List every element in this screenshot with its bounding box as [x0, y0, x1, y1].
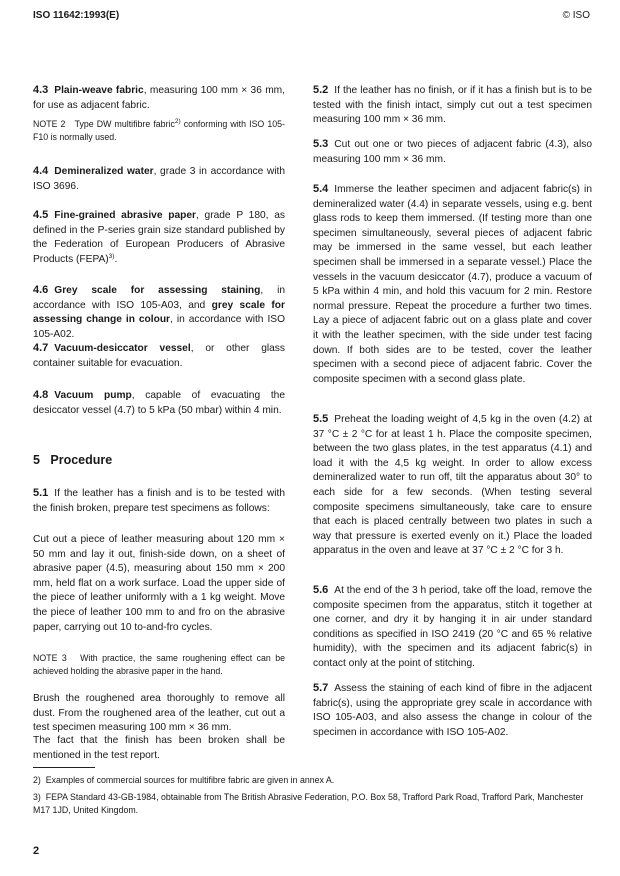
clause-text: , measuring 100 mm × 36 mm, for use as adjacent fabric. [33, 85, 285, 111]
note-label: NOTE 2 [33, 119, 66, 129]
clause-text: If the leather has a finish and is to be tested with the finish broken, prepare test specimens as follows: [33, 488, 285, 514]
clause-text: , grade P 180, as defined in the P-series grain size standard published by the Federation of European Producers of Abrasive Products (FEPA) [33, 210, 285, 265]
clause-text: Cut out one or two pieces of adjacent fabric (4.3), also measuring 100 mm × 36 mm. [313, 139, 592, 165]
footnote-mark: 3) [33, 792, 41, 802]
note-label: NOTE 3 [33, 653, 67, 663]
note-text: conforming with ISO 105-F10 is normally used. [33, 119, 285, 142]
clause-number: 4.5 [33, 209, 49, 221]
clause-number: 4.4 [33, 165, 49, 177]
note-text: Type DW multifibre fabric [74, 119, 175, 129]
clause-text: , in accordance with ISO 105-A02. [33, 314, 285, 340]
clause-4-6 [33, 283, 285, 342]
section-number: 5 [33, 453, 40, 467]
clause-text: Preheat the loading weight of 4,5 kg in the oven (4.2) at 37 °C ± 2 °C for at least 1 h. Place the composite specimen, between the two glass plates, in the test apparatus (4.1) and load it with the 4,5 kg weight. In order to allow excess demineralized water to run off, tilt the apparatus about 30° to each side for a few seconds. (When testing several composite specimens simultaneously, take care to ensure that each is placed centrally between two plates in such a way that pressure is exerted evenly on it.) Place the loaded apparatus in the oven and leave at 37 °C ± 2 °C for 3 h. [313, 414, 592, 557]
document-id: ISO 11642:1993(E) [33, 10, 120, 21]
footnote-divider [33, 767, 95, 768]
paragraph: The fact that the finish has been broken shall be mentioned in the test report. [33, 735, 285, 761]
clause-number: 5.6 [313, 584, 329, 596]
clause-text: , or other glass container suitable for evacuation. [33, 343, 285, 369]
clause-4-3 [33, 83, 285, 113]
clause-title: grey scale for assessing change in colour [33, 299, 285, 326]
clause-5-3 [313, 137, 592, 167]
clause-number: 4.8 [33, 389, 49, 401]
clause-4-7 [33, 341, 285, 371]
clause-4-8 [33, 388, 285, 418]
clause-number: 5.4 [313, 183, 329, 195]
clause-text: , grade 3 in accordance with ISO 3696. [33, 166, 285, 192]
footnote-ref: 2) [174, 118, 181, 125]
clause-5-4 [313, 182, 592, 387]
clause-title: Grey scale for assessing staining [54, 285, 261, 296]
clause-5-2 [313, 83, 592, 128]
clause-text: , in accordance with ISO 105-A03, and [33, 285, 285, 311]
clause-text: Immerse the leather specimen and adjacent fabric(s) in demineralized water (4.4) in separate vessels, using e.g. bent glass rods to keep them immersed. (If testing more than one specimen simultaneously, several pieces of adjacent fabric may be immersed in the same vessel, but each leather specimen shall be immersed in a separate vessel.) Place the vessels in the vacuum desiccator (4.7), produce a vacuum of 5 kPa within 4 min, and hold this vacuum for 2 min. Restore normal pressure. Repeat the procedure a further two times. Lay a piece of adjacent fabric out on a glass plate and cover it with the leather specimen, with the side under test facing down. If both sides are to be tested, cover the leather specimen with a second piece of adjacent fabric. Cover the composite specimen with a second glass plate. [313, 184, 592, 385]
clause-number: 5.7 [313, 682, 329, 694]
clause-title: Vacuum-desiccator vessel [54, 343, 191, 354]
clause-5-6 [313, 583, 592, 672]
clause-text: , capable of evacuating the desiccator vessel (4.7) to 5 kPa (50 mbar) within 4 min. [33, 390, 285, 416]
clause-title: Vacuum pump [54, 390, 132, 401]
clause-5-5 [313, 412, 592, 559]
clause-title: Demineralized water [54, 166, 154, 177]
note-3 [33, 652, 285, 677]
copyright: © ISO [562, 10, 590, 21]
clause-number: 5.2 [313, 84, 329, 96]
clause-number: 5.1 [33, 487, 49, 499]
clause-4-5 [33, 208, 285, 267]
clause-number: 5.3 [313, 138, 329, 150]
footnote [33, 791, 593, 816]
note-text: With practice, the same roughening effect can be achieved holding the abrasive paper in the hand. [33, 653, 285, 676]
clause-5-7 [313, 681, 592, 740]
page-number: 2 [33, 845, 40, 857]
section-title: Procedure [50, 453, 113, 467]
paragraph: Brush the roughened area thoroughly to remove all dust. From the roughened area of the leather, cut out a test specimen measuring 100 mm × 36 mm. [33, 693, 285, 734]
footnote-text: FEPA Standard 43-GB-1984, obtainable from The British Abrasive Federation, P.O. Box 58, Trafford Park Road, Trafford Park, Manchester M17 1JD, United Kingdom. [33, 792, 584, 815]
clause-4-4 [33, 164, 285, 194]
clause-title: Plain-weave fabric [54, 85, 144, 96]
clause-text: . [114, 253, 118, 265]
footnote [33, 774, 593, 787]
clause-number: 4.6 [33, 284, 49, 296]
clause-title: Fine-grained abrasive paper [54, 210, 196, 221]
section-heading [33, 453, 285, 468]
clause-5-1 [33, 486, 285, 516]
clause-number: 4.7 [33, 342, 49, 354]
footnote-mark: 2) [33, 775, 41, 785]
footnote-ref: 3) [108, 252, 115, 260]
clause-number: 4.3 [33, 84, 49, 96]
footnote-text: Examples of commercial sources for multifibre fabric are given in annex A. [45, 775, 335, 785]
clause-text: If the leather has no finish, or if it has a finish but is to be tested with the finish intact, simply cut out a test specimen measuring 100 mm × 36 mm. [313, 85, 592, 126]
clause-text: At the end of the 3 h period, take off the load, remove the composite specimen from the apparatus, stitch it together at one corner, and dry it by hanging it in air under standard conditions as specified in ISO 2419 (20 °C and 65 % relative humidity), with the specimen and its adjacent fabric(s) in contact only at the point of stitching. [313, 585, 592, 669]
note-2 [33, 118, 285, 143]
clause-text: Assess the staining of each kind of fibre in the adjacent fabric(s), using the appropriate grey scale in accordance with ISO 105-A03, and also assess the change in colour of the specimen in accordance with ISO 105-A02. [313, 683, 592, 738]
paragraph: Cut out a piece of leather measuring about 120 mm × 50 mm and lay it out, finish-side down, on a sheet of abrasive paper (4.5), measuring about 150 mm × 200 mm, held flat on a work surface. Load the upper side of the piece of leather uniformly with a 1 kg weight. Move the piece of leather 100 mm to and fro on the abrasive paper, carrying out 10 to-and-fro cycles. [33, 534, 285, 633]
clause-number: 5.5 [313, 413, 329, 425]
